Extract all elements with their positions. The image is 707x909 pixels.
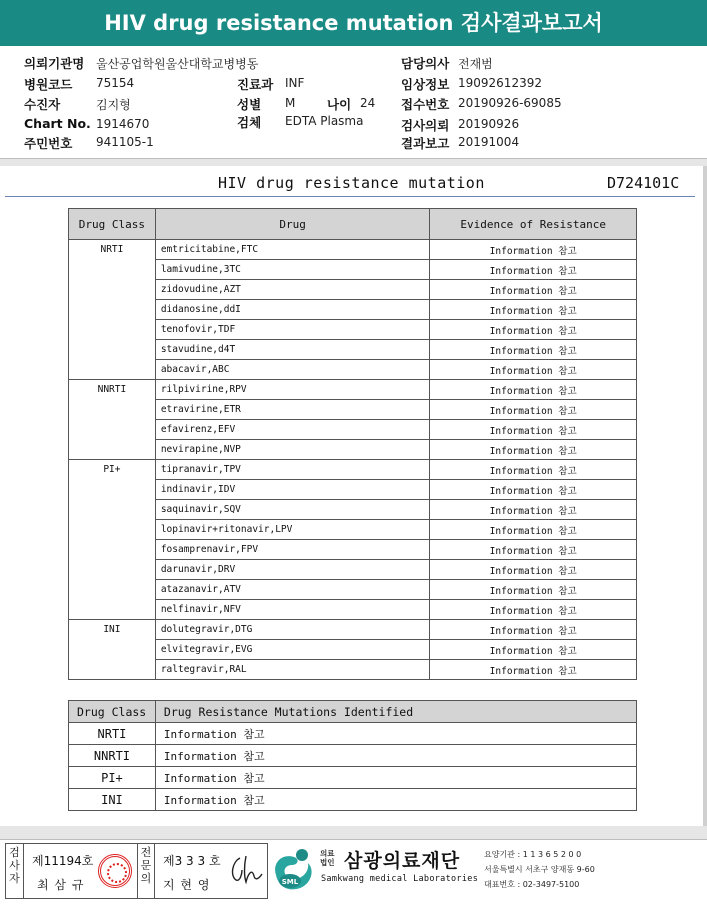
drug-class-cell: INI: [69, 620, 156, 680]
chart-no-label: Chart No.: [24, 116, 91, 131]
report-heading: HIV drug resistance mutation: [218, 174, 485, 192]
sex-value: M: [285, 96, 296, 110]
sex-label: 성별: [237, 97, 262, 112]
evidence-cell: Information 참고: [430, 640, 637, 660]
table-row: [69, 745, 637, 767]
drug-cell: abacavir,ABC: [155, 360, 430, 380]
org-address: 서울특별시 서초구 양재동 9-60: [484, 865, 595, 874]
footer-divider: [0, 826, 707, 840]
drug-cell: lamivudine,3TC: [155, 260, 430, 280]
drug-cell: tenofovir,TDF: [155, 320, 430, 340]
header-evidence: Evidence of Resistance: [430, 209, 637, 240]
mutation-class-cell: NNRTI: [69, 745, 156, 767]
drug-cell: stavudine,d4T: [155, 340, 430, 360]
section-divider: [0, 158, 707, 166]
mutation-class-cell: PI+: [69, 767, 156, 789]
drug-cell: emtricitabine,FTC: [155, 240, 430, 260]
evidence-cell: Information 참고: [430, 440, 637, 460]
evidence-cell: Information 참고: [430, 540, 637, 560]
patient-info: [0, 46, 707, 156]
evidence-cell: Information 참고: [430, 500, 637, 520]
table-row: [69, 380, 637, 400]
table-row: [69, 723, 637, 745]
drug-cell: lopinavir+ritonavir,LPV: [155, 520, 430, 540]
examiner-name: 최 삼 규: [37, 878, 85, 892]
specialist-label: 전문의: [137, 844, 155, 898]
clinical-label: 임상정보: [401, 77, 450, 92]
page-edge-shadow: [703, 166, 707, 826]
table-row: [69, 620, 637, 640]
resistance-table-body: [69, 240, 637, 680]
report-code: D724101C: [607, 174, 680, 192]
evidence-cell: Information 참고: [430, 660, 637, 680]
samkwang-logo-icon: [270, 845, 320, 893]
drug-cell: indinavir,IDV: [155, 480, 430, 500]
mutations-header-identified: Drug Resistance Mutations Identified: [155, 701, 636, 723]
evidence-cell: Information 참고: [430, 380, 637, 400]
mutations-header-class: Drug Class: [69, 701, 156, 723]
drug-class-cell: NRTI: [69, 240, 156, 380]
signature-icon: [228, 852, 264, 886]
drug-cell: etravirine,ETR: [155, 400, 430, 420]
specimen-label: 검체: [237, 115, 262, 130]
heading-underline: [5, 196, 695, 197]
drug-cell: atazanavir,ATV: [155, 580, 430, 600]
mutation-value-cell: Information 참고: [155, 745, 636, 767]
table-row: [69, 767, 637, 789]
table-row: [69, 240, 637, 260]
requested-label: 검사의뢰: [401, 118, 450, 133]
resistance-table: [68, 208, 637, 680]
mutation-value-cell: Information 참고: [155, 767, 636, 789]
drug-class-cell: NNRTI: [69, 380, 156, 460]
evidence-cell: Information 참고: [430, 360, 637, 380]
drug-cell: dolutegravir,DTG: [155, 620, 430, 640]
institution-value: 울산공업학원울산대학교병병동: [96, 57, 259, 71]
recipient-label: 수진자: [24, 97, 61, 112]
reported-label: 결과보고: [401, 136, 450, 151]
department-value: INF: [285, 76, 305, 90]
specialist-license: 제3 3 3 호: [163, 854, 221, 868]
specialist-name: 지 현 영: [163, 878, 211, 892]
requested-value: 20190926: [458, 117, 520, 131]
org-code: 요양기관 : 1 1 3 6 5 2 0 0: [484, 850, 582, 859]
header-drug-class: Drug Class: [69, 209, 156, 240]
mutation-class-cell: NRTI: [69, 723, 156, 745]
evidence-cell: Information 참고: [430, 620, 637, 640]
evidence-cell: Information 참고: [430, 340, 637, 360]
svg-text:SML: SML: [281, 878, 299, 886]
mutations-table-header: [69, 701, 637, 723]
specimen-value: EDTA Plasma: [285, 114, 364, 128]
chart-no-value: 1914670: [96, 117, 150, 131]
evidence-cell: Information 참고: [430, 260, 637, 280]
mutations-table-body: [69, 723, 637, 811]
doctor-label: 담당의사: [401, 56, 450, 71]
evidence-cell: Information 참고: [430, 480, 637, 500]
drug-cell: didanosine,ddI: [155, 300, 430, 320]
evidence-cell: Information 참고: [430, 420, 637, 440]
drug-cell: tipranavir,TPV: [155, 460, 430, 480]
evidence-cell: Information 참고: [430, 580, 637, 600]
reported-value: 20191004: [458, 135, 520, 149]
official-seal-icon: [98, 854, 132, 888]
evidence-cell: Information 참고: [430, 600, 637, 620]
evidence-cell: Information 참고: [430, 320, 637, 340]
evidence-cell: Information 참고: [430, 400, 637, 420]
institution-label: 의뢰기관명: [24, 56, 85, 71]
mutation-value-cell: Information 참고: [155, 789, 636, 811]
drug-cell: elvitegravir,EVG: [155, 640, 430, 660]
receipt-label: 접수번호: [401, 97, 450, 112]
drug-cell: raltegravir,RAL: [155, 660, 430, 680]
department-label: 진료과: [237, 77, 274, 92]
age-label: 나이: [327, 97, 352, 112]
hospital-code-label: 병원코드: [24, 77, 73, 92]
doctor-value: 전재범: [458, 57, 493, 71]
drug-cell: rilpivirine,RPV: [155, 380, 430, 400]
resistance-table-header: [69, 209, 637, 240]
org-name: 삼광의료재단: [344, 850, 461, 872]
evidence-cell: Information 참고: [430, 300, 637, 320]
drug-cell: efavirenz,EFV: [155, 420, 430, 440]
drug-cell: saquinavir,SQV: [155, 500, 430, 520]
mutation-class-cell: INI: [69, 789, 156, 811]
report-title: HIV drug resistance mutation 검사결과보고서: [0, 0, 707, 46]
resident-no-value: 941105-1: [96, 135, 154, 149]
drug-cell: darunavir,DRV: [155, 560, 430, 580]
drug-cell: fosamprenavir,FPV: [155, 540, 430, 560]
evidence-cell: Information 참고: [430, 560, 637, 580]
hospital-code-value: 75154: [96, 76, 135, 90]
drug-cell: nelfinavir,NFV: [155, 600, 430, 620]
resident-no-label: 주민번호: [24, 136, 73, 151]
org-legal-prefix: 의료 법인: [320, 849, 335, 867]
drug-cell: zidovudine,AZT: [155, 280, 430, 300]
evidence-cell: Information 참고: [430, 460, 637, 480]
signature-box: [5, 843, 268, 899]
clinical-value: 19092612392: [458, 76, 542, 90]
mutations-table: [68, 700, 637, 811]
table-row: [69, 460, 637, 480]
mutation-value-cell: Information 참고: [155, 723, 636, 745]
examiner-label: 검사자: [6, 844, 24, 898]
drug-class-cell: PI+: [69, 460, 156, 620]
org-english-name: Samkwang medical Laboratories: [321, 874, 479, 884]
evidence-cell: Information 참고: [430, 240, 637, 260]
evidence-cell: Information 참고: [430, 520, 637, 540]
recipient-value: 김지형: [96, 98, 131, 112]
table-row: [69, 789, 637, 811]
header-drug: Drug: [155, 209, 430, 240]
drug-cell: nevirapine,NVP: [155, 440, 430, 460]
org-phone: 대표번호 : 02-3497-5100: [484, 880, 580, 889]
receipt-value: 20190926-69085: [458, 96, 562, 110]
age-value: 24: [360, 96, 376, 110]
evidence-cell: Information 참고: [430, 280, 637, 300]
examiner-license: 제11194호: [32, 854, 94, 868]
